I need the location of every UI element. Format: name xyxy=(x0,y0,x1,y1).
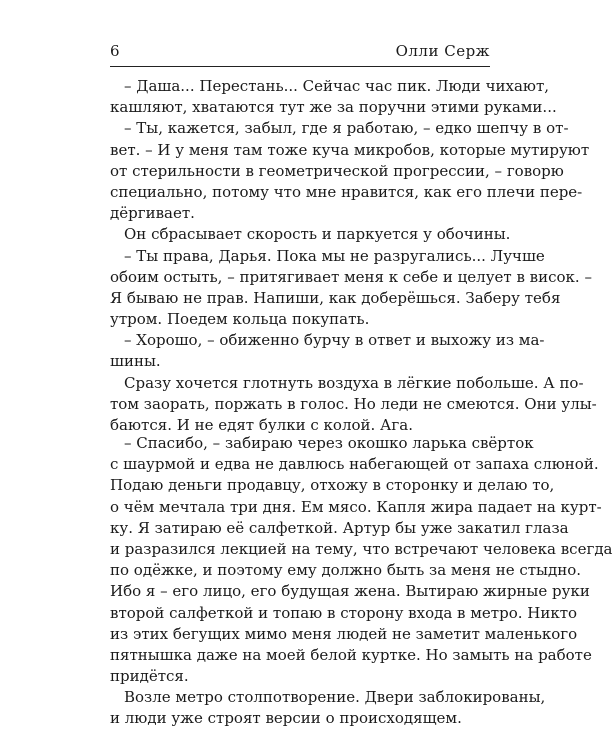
text-line: Я бываю не прав. Напиши, как доберёшься. Заберу тебя xyxy=(110,288,561,307)
page-number: 6 xyxy=(110,42,120,60)
text-line: и люди уже строят версии о происходящем. xyxy=(110,709,462,728)
text-line: вет. – И у меня там тоже куча микробов, которые мутируют xyxy=(110,140,590,159)
text-line: из этих бегущих мимо меня людей не заметит маленького xyxy=(110,624,578,643)
text-line: шины. xyxy=(110,352,161,371)
text-line: специально, потому что мне нравится, как его плечи пере- xyxy=(110,182,583,201)
text-line: кашляют, хватаются тут же за поручни этими руками... xyxy=(110,98,557,117)
text-line: от стерильности в геометрической прогрессии, – говорю xyxy=(110,161,564,180)
text-line: баются. И не едят булки с колой. Ага. xyxy=(110,416,413,434)
text-line: – Ты, кажется, забыл, где я работаю, – едко шепчу в от- xyxy=(124,119,569,138)
text-line: дёргивает. xyxy=(110,204,195,223)
text-line: о чём мечтала три дня. Ем мясо. Капля жира падает на курт- xyxy=(110,497,602,516)
text-line: – Спасибо, – забираю через окошко ларька свёрток xyxy=(124,434,534,452)
text-line: по одёжке, и поэтому ему должно быть за меня не стыдно. xyxy=(110,561,582,580)
text-line: Ибо я – его лицо, его будущая жена. Вытираю жирные руки xyxy=(110,582,590,601)
text-line: – Даша... Перестань... Сейчас час пик. Люди чихают, xyxy=(124,77,550,95)
text-line: Подаю деньги продавцу, отхожу в сторонку и делаю то, xyxy=(110,476,555,495)
text-section-1 xyxy=(110,76,597,436)
text-line: утром. Поедем кольца покупать. xyxy=(110,310,370,329)
text-line: и разразился лекцией на тему, что встречают человека всегда xyxy=(110,539,613,558)
text-line: Сразу хочется глотнуть воздуха в лёгкие побольше. А по- xyxy=(124,373,584,392)
text-line: – Хорошо, – обиженно бурчу в ответ и выхожу из ма- xyxy=(124,331,545,350)
text-section-2 xyxy=(110,433,613,730)
text-line: пятнышка даже на моей белой куртке. Но замыть на работе xyxy=(110,645,592,664)
text-line: Возле метро столпотворение. Двери заблокированы, xyxy=(124,688,546,707)
text-line: – Ты права, Дарья. Пока мы не разругались... Лучше xyxy=(124,246,545,265)
text-line: с шаурмой и едва не давлюсь набегающей от запаха слюной. xyxy=(110,455,599,474)
running-head-author: Олли Серж xyxy=(395,42,490,60)
text-line: ку. Я затираю её салфеткой. Артур бы уже закатил глаза xyxy=(110,518,569,537)
text-line: придётся. xyxy=(110,667,189,686)
text-line: том заорать, поржать в голос. Но леди не смеются. Они улы- xyxy=(110,394,597,413)
text-line: Он сбрасывает скорость и паркуется у обочины. xyxy=(124,225,511,244)
text-line: второй салфеткой и топаю в сторону входа в метро. Никто xyxy=(110,603,578,622)
text-line: обоим остыть, – притягивает меня к себе и целует в висок. – xyxy=(110,267,592,286)
page-header xyxy=(110,42,490,67)
